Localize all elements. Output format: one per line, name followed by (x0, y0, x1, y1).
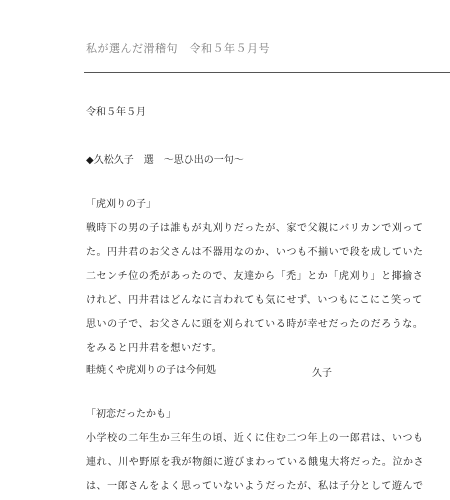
header-divider (84, 72, 450, 73)
page-header-title: 私が選んだ滑稽句 令和５年５月号 (86, 42, 270, 55)
entry-line: た。円井君のお父さんは不器用なのか、いつも不揃いで段を成していた (86, 247, 424, 258)
entry-line: けれど、円井君はどんなに言われても気にせず、いつもにこにこ笑って (86, 295, 423, 306)
haiku-author: 久子 (312, 368, 332, 379)
issue-date: 令和５年５月 (86, 107, 146, 118)
entry-title: 「初恋だったかも」 (86, 409, 176, 420)
entry-title: 「虎刈りの子」 (86, 199, 156, 210)
section-heading: ◆久松久子 選 〜思ひ出の一句〜 (86, 155, 244, 166)
entry-line: 二センチ位の禿があったので、友達から「禿」とか「虎刈り」と揶揄さ (86, 271, 424, 282)
haiku-text: 畦焼くや虎刈りの子は今何処 (86, 365, 216, 376)
entry-line: 思いの子で、お父さんに頭を刈られている時が幸せだったのだろうな。 (86, 319, 424, 330)
entry-line: をみると円井君を想いだす。 (86, 343, 223, 354)
entry-line: は、一郎さんをよく思っていないようだったが、私は子分として遊んで (86, 481, 424, 492)
entry-line: 戦時下の男の子は誰もが丸刈りだったが、家で父親にバリカンで刈って (86, 223, 424, 234)
entry-line: 連れ、川や野原を我が物顔に遊びまわっている餓鬼大将だった。泣かさ (86, 457, 425, 468)
entry-line: 小学校の二年生か三年生の頃、近くに住む二つ年上の一郎君は、いつも (86, 433, 424, 444)
